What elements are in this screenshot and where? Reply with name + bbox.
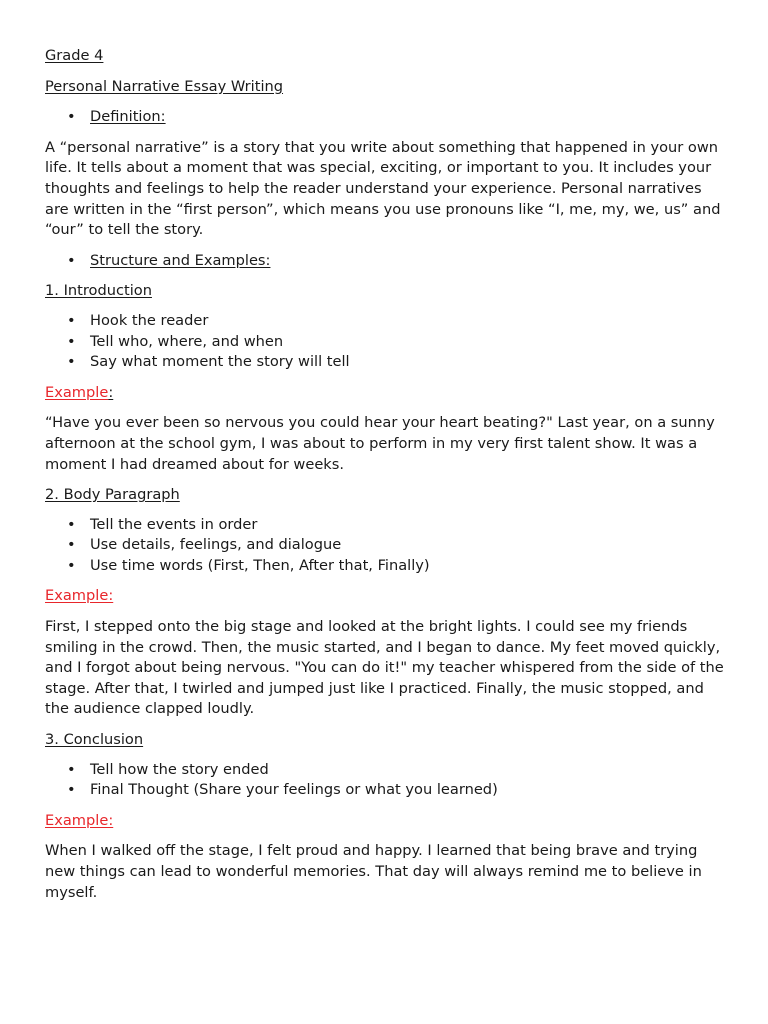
definition-heading: Definition: bbox=[90, 108, 166, 126]
example-label-body: Example: bbox=[45, 587, 114, 605]
example-label-conclusion: Example: bbox=[45, 811, 114, 829]
list-item: • Use details, feelings, and dialogue bbox=[45, 535, 728, 556]
body-list bbox=[45, 515, 728, 577]
introduction-list bbox=[45, 311, 728, 373]
section-title-conclusion: 3. Conclusion bbox=[45, 731, 144, 749]
list-item: • Tell the events in order bbox=[45, 515, 728, 536]
section-title-body: 2. Body Paragraph bbox=[45, 486, 180, 504]
list-item: • Final Thought (Share your feelings or what you learned) bbox=[45, 780, 728, 801]
definition-bullet bbox=[45, 107, 728, 128]
definition-text: A “personal narrative” is a story that you write about something that happened in your own life. It tells about a moment that was special, exciting, or important to you. It includes your thoughts and feelings to help the reader understand your experience. Personal narratives are written in the “first person”, which means you use pronouns like “I, me, my, we, us” and “our” to tell the story. bbox=[45, 138, 721, 239]
list-item: • Say what moment the story will tell bbox=[45, 352, 728, 373]
structure-bullet bbox=[45, 251, 728, 272]
document-title: Personal Narrative Essay Writing bbox=[45, 77, 284, 95]
example-label-introduction bbox=[45, 383, 728, 404]
example-text-body: First, I stepped onto the big stage and looked at the bright lights. I could see my friends smiling in the crowd. Then, the music started, and I began to dance. My feet moved quickly, and I forgot about being nervous. "You can do it!" my teacher whispered from the side of the stage. After that, I twirled and jumped just like I practiced. Finally, the music stopped, and the audience clapped loudly. bbox=[45, 618, 724, 718]
example-colon: : bbox=[108, 383, 114, 401]
conclusion-list bbox=[45, 760, 728, 801]
grade-label: Grade 4 bbox=[45, 47, 104, 64]
list-item: • Use time words (First, Then, After that, Finally) bbox=[45, 556, 728, 577]
example-word: Example bbox=[45, 383, 109, 401]
list-item: • Tell how the story ended bbox=[45, 760, 728, 781]
example-text-introduction: “Have you ever been so nervous you could hear your heart beating?" Last year, on a sunny afternoon at the school gym, I was about to perform in my very first talent show. It was a moment I had dreamed about for weeks. bbox=[45, 414, 715, 473]
structure-heading: Structure and Examples: bbox=[90, 251, 271, 269]
list-item: • Tell who, where, and when bbox=[45, 332, 728, 353]
list-item: • Hook the reader bbox=[45, 311, 728, 332]
example-text-conclusion: When I walked off the stage, I felt proud and happy. I learned that being brave and trying new things can lead to wonderful memories. That day will always remind me to believe in myself. bbox=[45, 842, 702, 901]
section-title-introduction: 1. Introduction bbox=[45, 282, 152, 300]
